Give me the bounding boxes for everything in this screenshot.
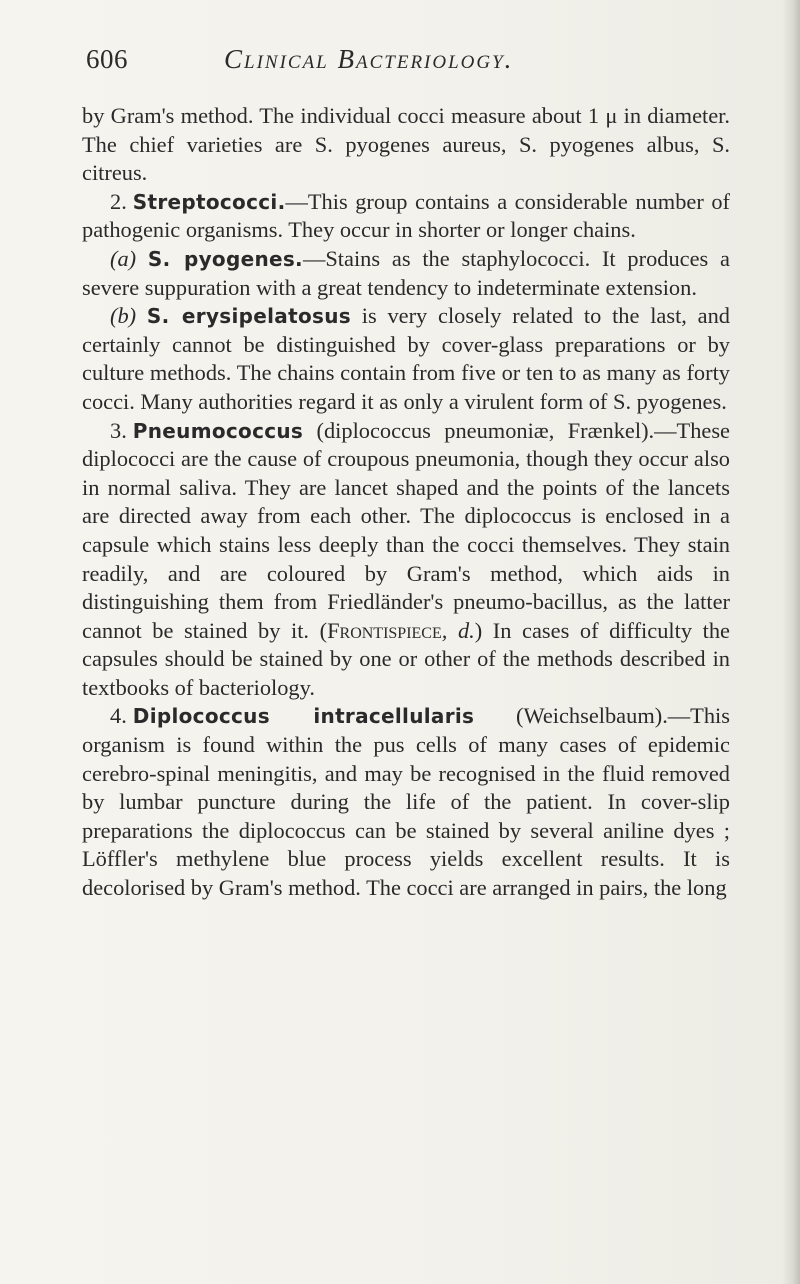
section-heading: Pneumococcus xyxy=(132,418,304,443)
paragraph-text: by Gram's method. The individual cocci measure about 1 μ in diameter. The chief varieties are S. pyogenes aureus, S. pyogenes albus, S. citreus. xyxy=(82,103,730,186)
paragraph-text: is very closely related to the last, and certainly cannot be distinguished by cover-glass preparations or by culture methods. The chains contain from five or ten to as many as forty cocci. Many authorities regard it as only a virulent form of S. pyogenes. xyxy=(82,303,730,414)
section-heading: Diplococcus intracellularis xyxy=(132,704,475,729)
section-heading: Streptococci. xyxy=(132,189,286,214)
section-number: 2. xyxy=(110,188,127,214)
paragraph-text: (Weichselbaum).—This organism is found within the pus cells of many cases of epidemic cerebro-spinal meningitis, and may be recognised in the fluid removed by lumbar puncture during the life of the patient. In cover-slip preparations the diplococcus can be stained by several aniline dyes ; Löffler's methylene blue process yields excellent results. It is decolorised by Gram's method. The cocci are arranged in pairs, the long xyxy=(82,703,730,901)
item-heading: S. pyogenes. xyxy=(147,246,303,271)
paragraph-text: (diplococcus pneumoniæ, Frænkel).—These diplococci are the cause of croupous pneumonia, though they occur also in normal saliva. They are lancet shaped and the points of the lancets are directed away from each other. The diplococcus is enclosed in a capsule which stains less deeply than the cocci themselves. They stain readily, and are coloured by Gram's method, which aids in distinguishing them from Friedländer's pneumo-bacillus, as the latter cannot be stained by it. ( xyxy=(82,417,730,643)
paragraph-staphylococci-continued xyxy=(82,102,730,188)
paragraph-diplococcus-intracellularis xyxy=(82,702,730,902)
paragraph-s-erysipelatosus xyxy=(82,302,730,416)
section-number: 3. xyxy=(110,417,127,443)
page-number: 606 xyxy=(86,44,128,74)
paragraph-text: —This group contains a considerable number of pathogenic organisms. They occur in shorter or longer chains. xyxy=(82,188,730,243)
frontispiece-reference: Frontispiece xyxy=(327,617,442,643)
frontispiece-item: , d. xyxy=(441,617,475,643)
paragraph-text: —Stains as the staphylococci. It produces a severe suppuration with a great tendency to indeterminate extension. xyxy=(82,245,730,300)
item-heading: S. erysipelatosus xyxy=(146,304,351,329)
running-head xyxy=(86,40,726,80)
section-number: 4. xyxy=(110,703,127,729)
page-edge-shadow xyxy=(782,0,800,1284)
paragraph-s-pyogenes xyxy=(82,245,730,302)
running-title: Clinical Bacteriology. xyxy=(224,44,514,74)
paragraph-text: ) In cases of difficulty the capsules should be stained by one or other of the methods described in textbooks of bacteriology. xyxy=(82,617,730,700)
body-text xyxy=(82,102,730,903)
item-label: (b) xyxy=(110,303,137,329)
paragraph-pneumococcus xyxy=(82,417,730,703)
item-label: (a) xyxy=(110,245,137,271)
paragraph-streptococci xyxy=(82,188,730,245)
